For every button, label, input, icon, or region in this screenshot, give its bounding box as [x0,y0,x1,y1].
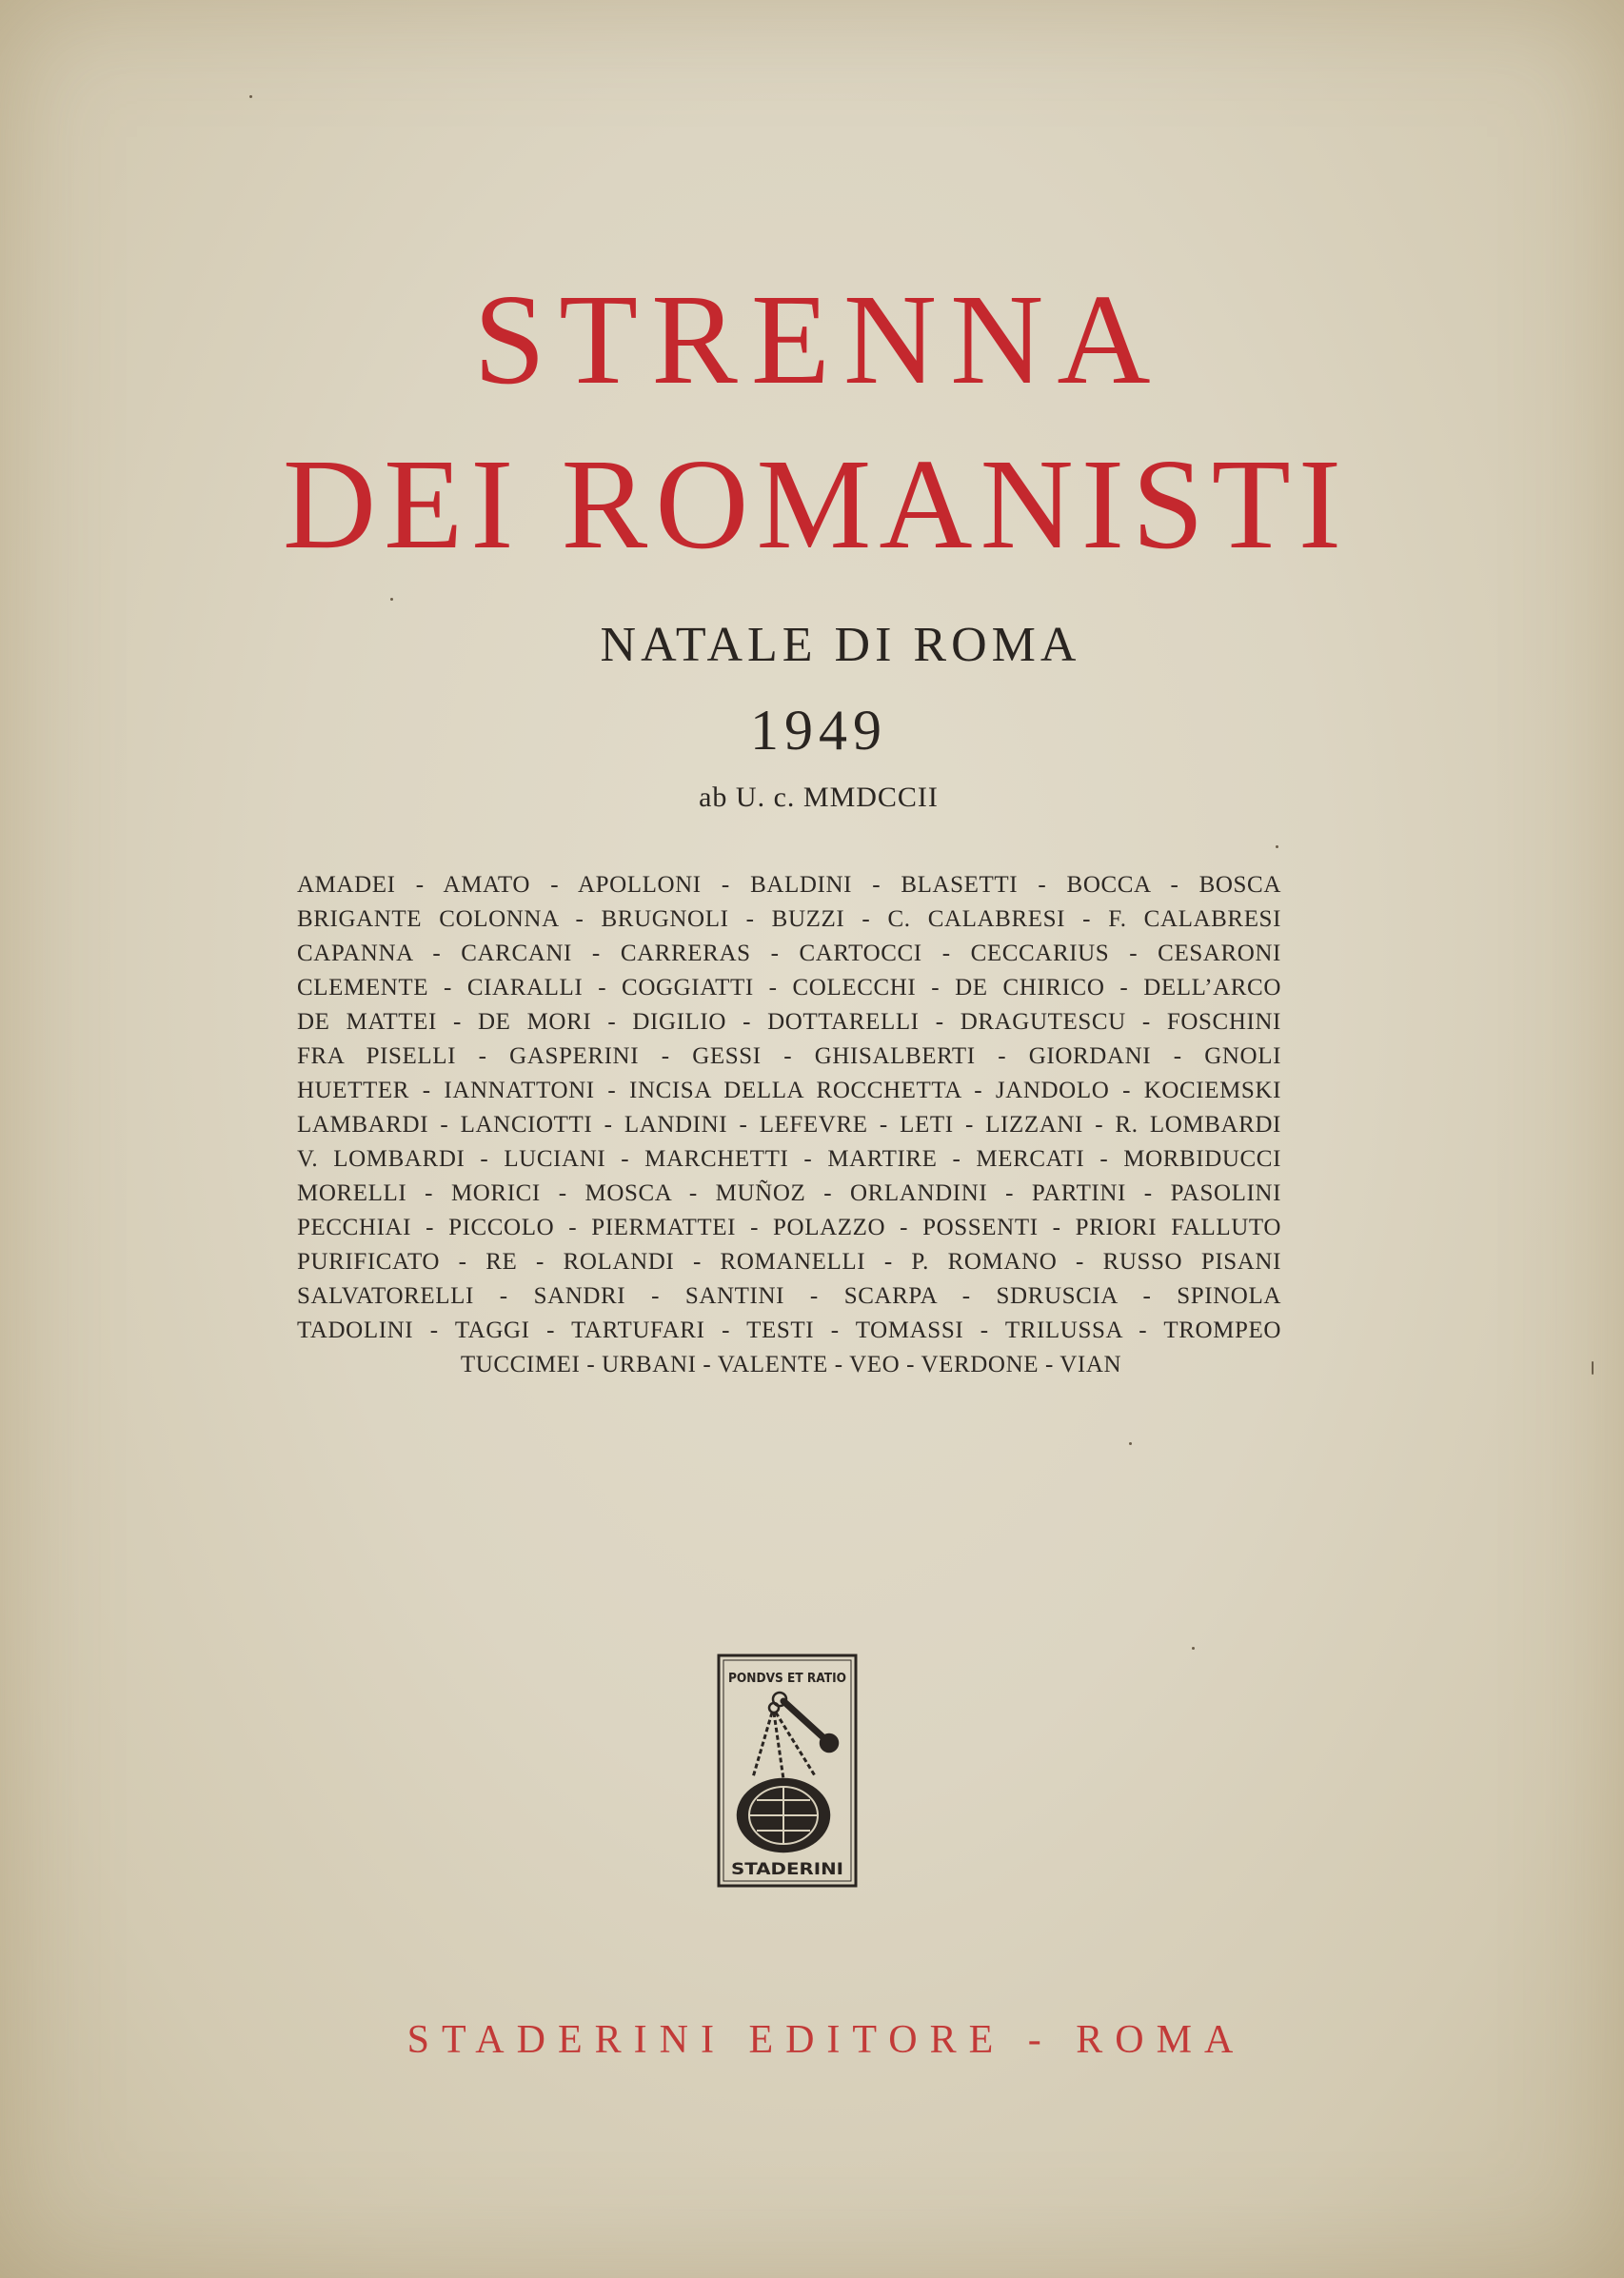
contributors-line: V. LOMBARDI - LUCIANI - MARCHETTI - MARTIRE - MERCATI - MORBIDUCCI [297,1146,1281,1172]
paper-speck [1129,1442,1132,1445]
paper-speck [249,95,252,98]
paper-speck [390,598,393,601]
contributors-line: CAPANNA - CARCANI - CARRERAS - CARTOCCI - CECCARIUS - CESARONI [297,941,1281,966]
paper-speck [1192,1647,1195,1650]
contributors-line: SALVATORELLI - SANDRI - SANTINI - SCARPA - SDRUSCIA - SPINOLA [297,1283,1281,1309]
roman-era-date: ab U. c. MMDCCII [699,782,939,813]
contributors-line: MORELLI - MORICI - MOSCA - MUÑOZ - ORLANDINI - PARTINI - PASOLINI [297,1180,1281,1206]
paper-speck [1276,845,1278,848]
title-line-strenna: STRENNA [473,268,1164,411]
contributors-list [297,868,1281,1382]
steelyard-scale-icon [738,1693,838,1852]
contributors-line: PURIFICATO - RE - ROLANDI - ROMANELLI - P. ROMANO - RUSSO PISANI [297,1249,1281,1275]
contributors-line: AMADEI - AMATO - APOLLONI - BALDINI - BLASETTI - BOCCA - BOSCA [297,872,1281,898]
edition-year: 1949 [750,699,887,762]
contributors-line: BRIGANTE COLONNA - BRUGNOLI - BUZZI - C. CALABRESI - F. CALABRESI [297,906,1281,932]
publisher-motto: PONDVS ET RATIO [728,1671,846,1686]
contributors-line: CLEMENTE - CIARALLI - COGGIATTI - COLECCHI - DE CHIRICO - DELL’ARCO [297,975,1281,1000]
contributors-line: DE MATTEI - DE MORI - DIGILIO - DOTTARELLI - DRAGUTESCU - FOSCHINI [297,1009,1281,1035]
publisher-imprint: STADERINI EDITORE - ROMA [406,2018,1246,2062]
contributors-line: LAMBARDI - LANCIOTTI - LANDINI - LEFEVRE - LETI - LIZZANI - R. LOMBARDI [297,1112,1281,1138]
contributors-line: TADOLINI - TAGGI - TARTUFARI - TESTI - TOMASSI - TRILUSSA - TROMPEO [297,1317,1281,1343]
title-line-dei-romanisti: DEI ROMANISTI [282,433,1350,576]
publisher-mark [717,1654,858,1888]
occasion-subtitle: NATALE DI ROMA [600,618,1081,672]
contributors-line: HUETTER - IANNATTONI - INCISA DELLA ROCCHETTA - JANDOLO - KOCIEMSKI [297,1078,1281,1103]
publisher-mark-name: STADERINI [731,1860,843,1879]
contributors-line: FRA PISELLI - GASPERINI - GESSI - GHISALBERTI - GIORDANI - GNOLI [297,1043,1281,1069]
contributors-line: PECCHIAI - PICCOLO - PIERMATTEI - POLAZZO - POSSENTI - PRIORI FALLUTO [297,1215,1281,1240]
contributors-line: TUCCIMEI - URBANI - VALENTE - VEO - VERDONE - VIAN [460,1352,1122,1377]
paper-speck [1592,1361,1594,1375]
